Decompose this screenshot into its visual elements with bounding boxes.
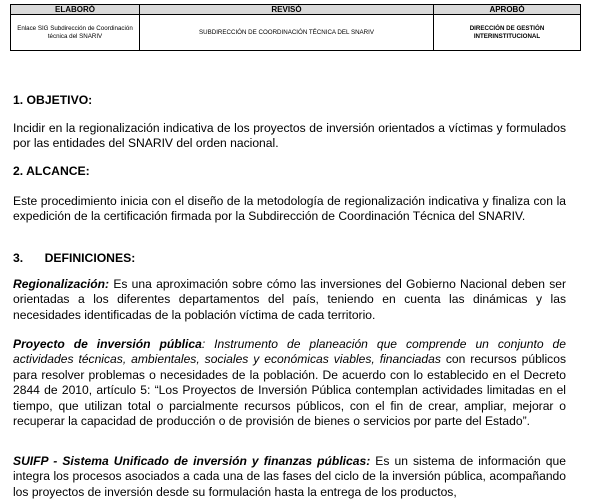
reviso-header: REVISÓ xyxy=(140,5,434,15)
proyecto-italic-text: : Instrumento de planeación que comprende un conjunto de actividades técnicas, ambientales, sociales y económicas viables, financiadas xyxy=(13,337,566,367)
definiciones-number: 3. xyxy=(13,251,24,265)
reviso-value: SUBDIRECCIÓN DE COORDINACIÓN TÉCNICA DEL SNARIV xyxy=(140,15,434,51)
regionalizacion-term: Regionalización: xyxy=(13,277,110,291)
elaboro-header: ELABORÓ xyxy=(11,5,140,15)
alcance-heading: 2. ALCANCE: xyxy=(13,164,90,178)
elaboro-value: Enlace SIG Subdirección de Coordinación técnica del SNARIV xyxy=(11,15,140,51)
objetivo-heading: 1. OBJETIVO: xyxy=(13,93,93,107)
objetivo-text: Incidir en la regionalización indicativa de los proyectos de inversión orientados a víctimas y formulados por las entidades del SNARIV del orden nacional. xyxy=(13,121,566,151)
alcance-text: Este procedimiento inicia con el diseño de la metodología de regionalización indicativa y finaliza con la expedición de la certificación firmada por la Subdirección de Coordinación Técnica del SNARIV. xyxy=(13,194,566,224)
definiciones-title: DEFINICIONES: xyxy=(44,251,136,265)
proyecto-definition xyxy=(13,337,566,429)
regionalizacion-text: Es una aproximación sobre cómo las inversiones del Gobierno Nacional deben ser orientadas a los diferentes departamentos del país, teniendo en cuenta las dinámicas y las necesidades identificadas de la población víctima de cada territorio. xyxy=(13,277,566,322)
proyecto-term: Proyecto de inversión pública xyxy=(13,337,202,351)
suifp-term: SUIFP - Sistema Unificado de inversión y finanzas públicas: xyxy=(13,454,371,468)
suifp-definition xyxy=(13,454,566,500)
aprobo-value: DIRECCIÓN DE GESTIÓN INTERINSTITUCIONAL xyxy=(434,15,581,51)
regionalizacion-definition xyxy=(13,277,566,323)
proyecto-text: con recursos públicos para resolver problemas o necesidades de la población. De acuerdo con lo establecido en el Decreto 2844 de 2010, artículo 5: “Los Proyectos de Inversión Pública contemplan actividades limitadas en el tiempo, que utilizan total o parcialmente recursos públicos, con el fin de crear, ampliar, mejorar o recuperar la capacidad de producción o de provisión de bienes o servicios por parte del Estado”. xyxy=(13,352,566,429)
approval-header-row xyxy=(11,5,581,15)
aprobo-header: APROBÓ xyxy=(434,5,581,15)
suifp-text: Es un sistema de información que integra los procesos asociados a cada una de las fases del ciclo de la inversión pública, acompañando los proyectos de inversión desde su formulación hasta la entrega de los productos, xyxy=(13,454,566,499)
approval-values-row xyxy=(11,15,581,51)
definiciones-heading xyxy=(13,251,135,265)
approval-table xyxy=(10,4,581,51)
